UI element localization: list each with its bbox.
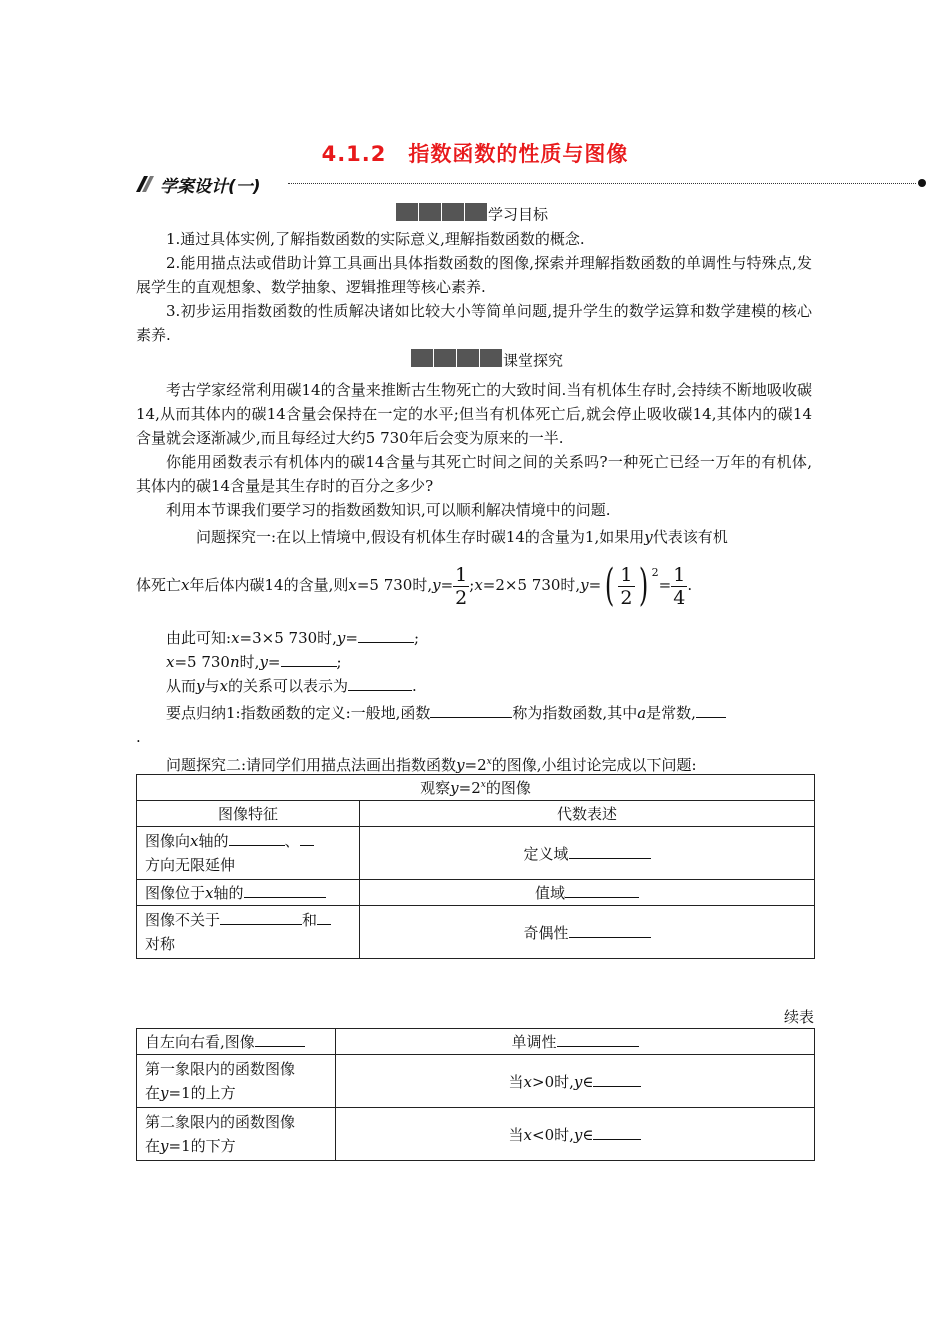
answer-blank[interactable] (430, 703, 512, 718)
section-heading-goals (396, 203, 548, 223)
answer-blank[interactable] (229, 831, 285, 846)
answer-blank[interactable] (557, 1032, 639, 1047)
section-heading-explore (411, 349, 563, 369)
fraction-half: $\frac{1}{2}$ (620, 563, 633, 609)
intro-paragraph: 利用本节课我们要学习的指数函数知识,可以顺利解决情境中的问题. (166, 501, 611, 519)
goal-item: 1.通过具体实例,了解指数函数的实际意义,理解指数函数的概念. (166, 230, 585, 248)
q2-line: 问题探究二:请同学们用描点法画出指数函数$y=2^x$的图像,小组讨论完成以下问题: (166, 756, 697, 774)
answer-blank[interactable] (593, 1072, 641, 1087)
table-caption: 观察$y=2^x$的图像 (137, 775, 815, 801)
learning-goals (136, 227, 812, 347)
answer-blank[interactable] (348, 676, 412, 691)
table-row: 第一象限内的函数图像 在y=1的上方 当x>0时,y∈ (137, 1055, 815, 1108)
table-header: 图像特征 (137, 801, 360, 827)
table-row: 图像不关于 和 对称 奇偶性 (137, 906, 815, 959)
heading-label: 学习目标 (488, 205, 549, 224)
q1-line4: x=5 730n时,y= ; (166, 653, 342, 671)
goal-item: 3.初步运用指数函数的性质解决诸如比较大小等简单问题,提升学生的数学运算和数学建模的核心素养. (136, 302, 812, 344)
answer-blank[interactable] (317, 910, 331, 925)
section-banner (136, 172, 926, 198)
table-row: 第二象限内的函数图像 在y=1的下方 当x<0时,y∈ (137, 1108, 815, 1161)
banner-label: 学案设计(一) (160, 177, 261, 197)
properties-table (136, 774, 815, 959)
properties-table-continued (136, 1028, 815, 1161)
banner-dotted-line (288, 183, 916, 184)
heading-blocks (411, 349, 503, 371)
table-row: 图像向x轴的 、 方向无限延伸 定义域 (137, 827, 815, 880)
heading-label: 课堂探究 (503, 351, 564, 370)
banner-end-dot (918, 179, 926, 187)
q1-line1: 问题探究一:在以上情境中,假设有机体生存时碳14的含量为1,如果用y代表该有机 (196, 528, 728, 546)
answer-blank[interactable] (565, 883, 639, 898)
q1-period: . (136, 728, 141, 746)
table-header: 代数表述 (360, 801, 815, 827)
goal-item: 2.能用描点法或借助计算工具画出具体指数函数的图像,探索并理解指数函数的单调性与特殊点,发展学生的直观想象、数学抽象、逻辑推理等核心素养. (136, 254, 812, 296)
intro-paragraph: 你能用函数表示有机体内的碳14含量与其死亡时间之间的关系吗?一种死亡已经一万年的有机体,其体内的碳14含量是其生存时的百分之多少? (136, 453, 812, 495)
q1-line5: 从而y与x的关系可以表示为 . (166, 677, 417, 695)
fraction-quarter: $\frac{1}{4}$ (673, 563, 686, 609)
answer-blank[interactable] (281, 652, 337, 667)
answer-blank[interactable] (593, 1125, 641, 1140)
page-title: 4.1.2 指数函数的性质与图像 (321, 142, 629, 166)
answer-blank[interactable] (244, 883, 326, 898)
heading-blocks (396, 203, 488, 225)
table-row: 图像位于x轴的 值域 (137, 880, 815, 906)
banner-stripe-icon (136, 176, 156, 192)
table-row: 自左向右看,图像 单调性 (137, 1029, 815, 1055)
answer-blank[interactable] (569, 923, 651, 938)
continued-label: 续表 (783, 1008, 814, 1026)
answer-blank[interactable] (220, 910, 302, 925)
q1-line2: 体死亡x年后体内碳14的含量,则x=5 730时,y= $\frac{1}{2}$ ;x=2×5 730时,y=( $\frac{1}{2}$ ) $^2$= $\frac{1}{4}$ . (136, 560, 693, 611)
answer-blank[interactable] (255, 1032, 305, 1047)
answer-blank[interactable] (569, 844, 651, 859)
q1-point1: 要点归纳1:指数函数的定义:一般地,函数 称为指数函数,其中a是常数, (166, 702, 726, 724)
intro-paragraphs (136, 378, 812, 522)
answer-blank[interactable] (300, 831, 314, 846)
q1-line3: 由此可知:x=3×5 730时,y= ; (166, 629, 420, 647)
answer-blank[interactable] (358, 628, 414, 643)
fraction-half: $\frac{1}{2}$ (455, 563, 468, 609)
answer-blank[interactable] (696, 703, 726, 718)
intro-paragraph: 考古学家经常利用碳14的含量来推断古生物死亡的大致时间.当有机体生存时,会持续不断地吸收碳14,从而其体内的碳14含量会保持在一定的水平;但当有机体死亡后,就会停止吸收碳14,其体内的碳14含量就会逐渐减少,而且每经过大约5 730年后会变为原来的一半. (136, 381, 812, 447)
